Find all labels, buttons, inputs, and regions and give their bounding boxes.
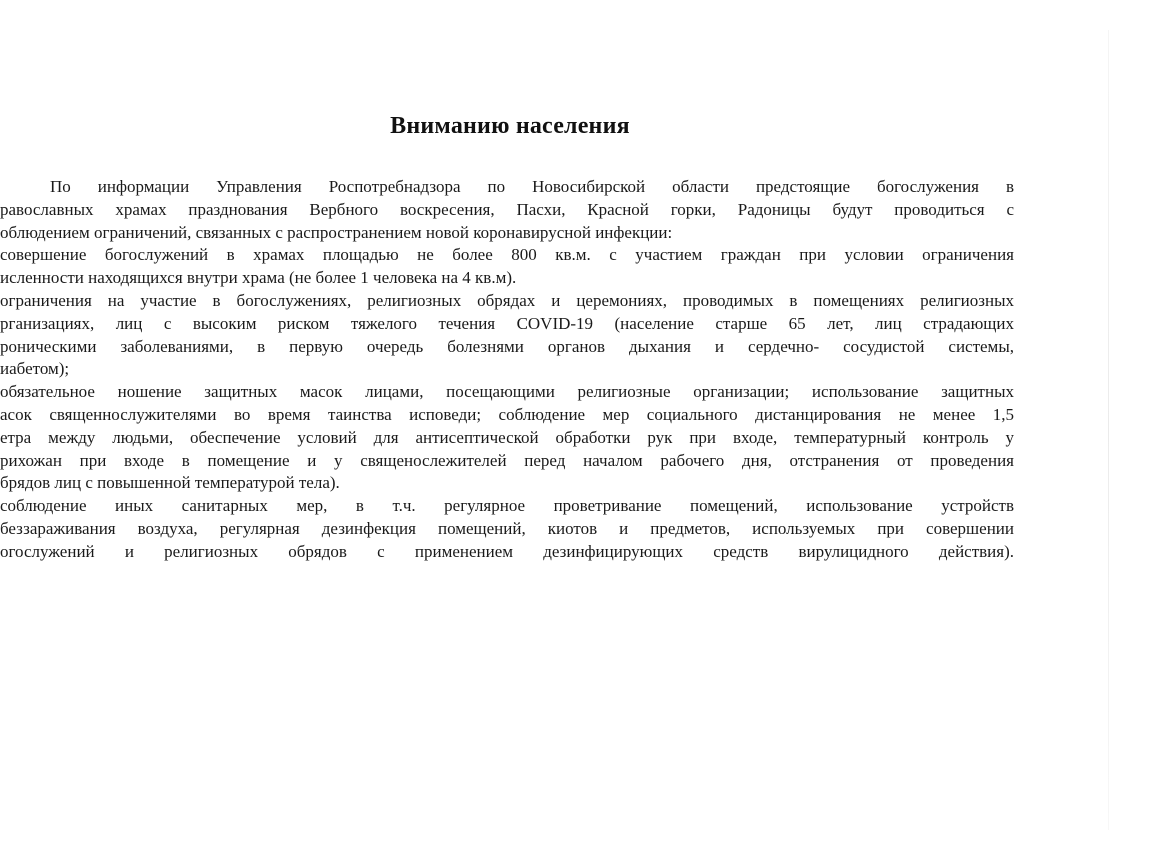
body-line: рганизациях, лиц с высоким риском тяжелого течения COVID-19 (население старше 65 лет, лиц страдающих: [0, 313, 1014, 333]
body-line: облюдением ограничений, связанных с распространением новой коронавирусной инфекции:: [0, 222, 673, 242]
scan-edge-shadow: [1108, 30, 1109, 830]
document-title: Вниманию населения: [390, 113, 630, 139]
body-line: иабетом);: [0, 359, 70, 379]
body-line: етра между людьми, обеспечение условий для антисептической обработки рук при входе, температурный контроль у: [0, 427, 1014, 447]
body-line: брядов лиц с повышенной температурой тела).: [0, 473, 340, 493]
body-line: соблюдение иных санитарных мер, в т.ч. регулярное проветривание помещений, использование устройств: [0, 496, 1014, 516]
body-line: По информации Управления Роспотребнадзора по Новосибирской области предстоящие богослужения в: [50, 177, 1014, 196]
body-line: равославных храмах празднования Вербного воскресения, Пасхи, Красной горки, Радоницы будут проводиться с: [0, 199, 1014, 219]
body-line: исленности находящихся внутри храма (не более 1 человека на 4 кв.м).: [0, 268, 517, 288]
body-line: рихожан при входе в помещение и у священослежителей перед началом рабочего дня, отстранения от проведения: [0, 450, 1014, 470]
body-line: ограничения на участие в богослужениях, религиозных обрядах и церемониях, проводимых в помещениях религиозных: [0, 290, 1014, 310]
body-line: асок священнослужителями во время таинства исповеди; соблюдение мер социального дистанцирования не менее 1,5: [0, 404, 1014, 424]
body-line: роническими заболеваниями, в первую очередь болезнями органов дыхания и сердечно- сосудистой системы,: [0, 336, 1014, 356]
body-line: совершение богослужений в храмах площадью не более 800 кв.м. с участием граждан при условии ограничения: [0, 245, 1014, 265]
document-body: [0, 176, 1014, 564]
body-line: огослужений и религиозных обрядов с применением дезинфицирующих средств вирулицидного действия).: [0, 541, 1014, 561]
body-line: обязательное ношение защитных масок лицами, посещающими религиозные организации; использование защитных: [0, 382, 1014, 402]
body-line: беззараживания воздуха, регулярная дезинфекция помещений, киотов и предметов, используемых при совершении: [0, 518, 1014, 538]
